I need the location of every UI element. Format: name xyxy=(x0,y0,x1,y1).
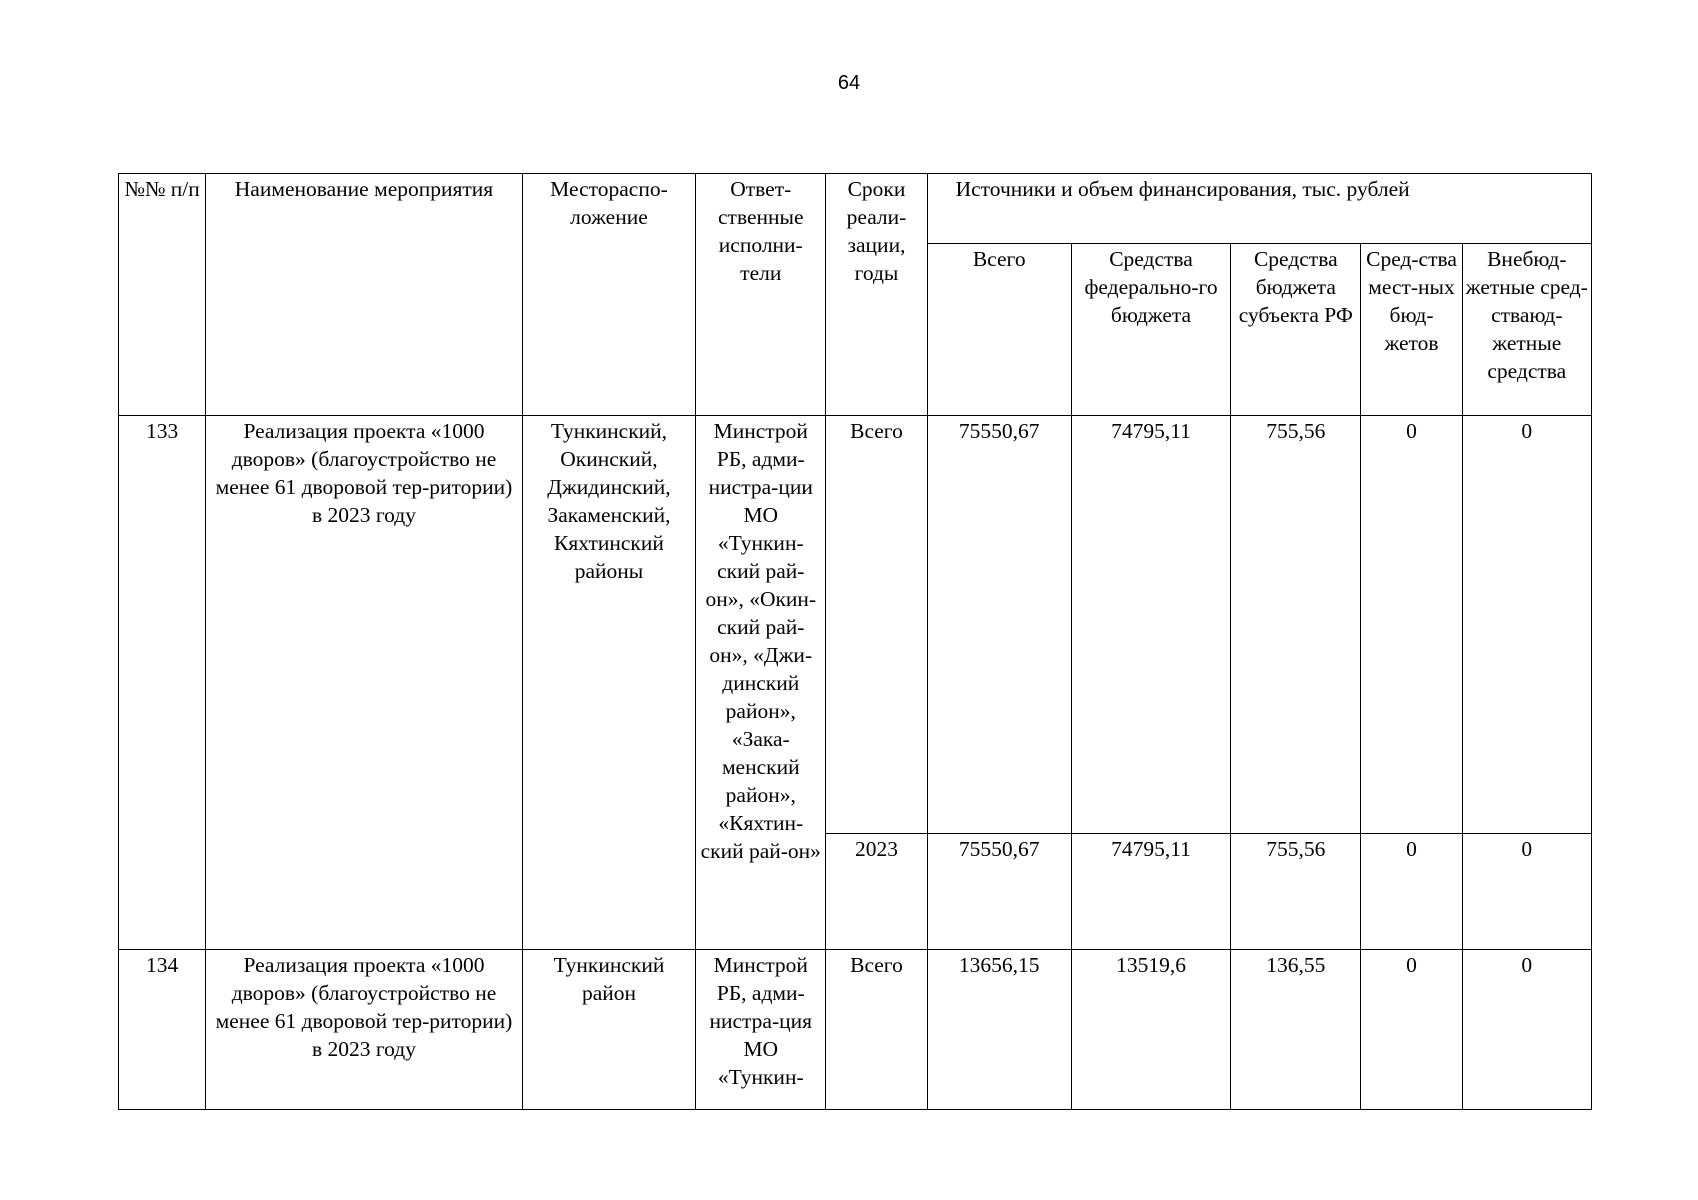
header-row xyxy=(119,174,1592,244)
row-period: 2023 xyxy=(826,834,927,950)
row-period: Всего xyxy=(826,416,927,834)
header-funding: Источники и объем финансирования, тыс. рублей xyxy=(927,174,1591,244)
row-federal: 74795,11 xyxy=(1071,416,1230,834)
page-number: 64 xyxy=(837,72,861,94)
header-federal: Средства федерально-го бюджета xyxy=(1071,244,1230,416)
row-local: 0 xyxy=(1361,950,1462,1110)
funding-table xyxy=(118,173,1592,1110)
row-regional: 136,55 xyxy=(1231,950,1361,1110)
row-responsible: Минстрой РБ, адми-нистра-ции МО «Тункин-ский рай-он», «Окин-ский рай-он», «Джи-динский район», «Зака-менский район», «Кяхтин-ский рай-он» xyxy=(696,416,826,950)
row-location: Тункинский, Окинский, Джидинский, Закаменский, Кяхтинский районы xyxy=(522,416,695,950)
row-regional: 755,56 xyxy=(1231,834,1361,950)
header-num: №№ п/п xyxy=(119,174,206,416)
row-total: 75550,67 xyxy=(927,834,1071,950)
row-num: 134 xyxy=(119,950,206,1110)
row-federal: 74795,11 xyxy=(1071,834,1230,950)
header-total: Всего xyxy=(927,244,1071,416)
row-total: 13656,15 xyxy=(927,950,1071,1110)
header-period: Сроки реали-зации, годы xyxy=(826,174,927,416)
row-local: 0 xyxy=(1361,416,1462,834)
row-extra: 0 xyxy=(1462,950,1591,1110)
row-extra: 0 xyxy=(1462,834,1591,950)
row-regional: 755,56 xyxy=(1231,416,1361,834)
row-federal: 13519,6 xyxy=(1071,950,1230,1110)
header-location: Местораспо-ложение xyxy=(522,174,695,416)
table-row xyxy=(119,416,1592,834)
table-row xyxy=(119,950,1592,1110)
row-name: Реализация проекта «1000 дворов» (благоустройство не менее 61 дворовой тер-ритории) в 2023 году xyxy=(206,416,523,950)
row-num: 133 xyxy=(119,416,206,950)
header-local: Сред-ства мест-ных бюд-жетов xyxy=(1361,244,1462,416)
header-responsible: Ответ-ственные исполни-тели xyxy=(696,174,826,416)
header-extra: Внебюд-жетные сред-стваюд-жетные средства xyxy=(1462,244,1591,416)
row-total: 75550,67 xyxy=(927,416,1071,834)
row-location: Тункинский район xyxy=(522,950,695,1110)
row-name: Реализация проекта «1000 дворов» (благоустройство не менее 61 дворовой тер-ритории) в 2023 году xyxy=(206,950,523,1110)
header-regional: Средства бюджета субъекта РФ xyxy=(1231,244,1361,416)
header-name: Наименование мероприятия xyxy=(206,174,523,416)
row-responsible: Минстрой РБ, адми-нистра-ция МО «Тункин- xyxy=(696,950,826,1110)
row-period: Всего xyxy=(826,950,927,1110)
row-extra: 0 xyxy=(1462,416,1591,834)
row-local: 0 xyxy=(1361,834,1462,950)
